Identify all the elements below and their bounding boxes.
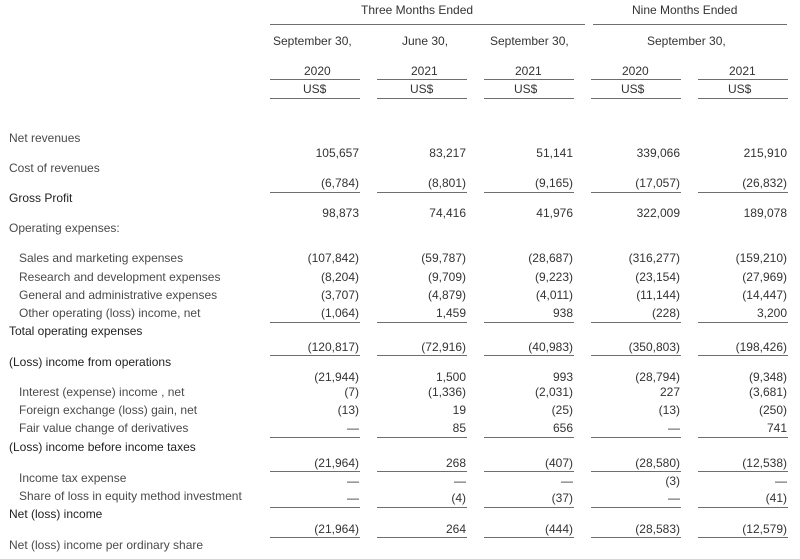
col1-date: September 30, [273,34,352,48]
cell-foreign-exchange-2: 19 [452,403,466,417]
rule-before-taxes-5 [698,437,788,438]
row-label-equity-method: Share of loss in equity method investment [19,489,242,503]
rule-after-before-taxes-1 [270,471,360,472]
cell-cost-of-revenues-3: (9,165) [534,176,573,190]
col2-year: 2021 [411,64,438,78]
cell-general-admin-1: (3,707) [320,288,359,302]
nine-months-rule [593,24,787,25]
cell-sales-marketing-5: (159,210) [735,251,787,265]
currency-rule-1 [270,98,360,99]
cell-research-development-3: (9,223) [534,270,573,284]
rule-total-opex-1 [270,322,360,323]
cell-fair-value-4: — [668,421,680,435]
cell-interest-4: 227 [659,385,680,399]
cell-income-tax-5: — [775,474,787,488]
col5-currency: US$ [728,82,752,96]
rule-before-taxes-4 [591,437,681,438]
currency-rule-5 [698,98,788,99]
rule-net-loss-4 [591,507,681,508]
row-label-loss-before-taxes: (Loss) income before income taxes [9,440,196,454]
cell-total-opex-2: (72,916) [421,340,466,354]
cell-net-loss-5: (12,579) [742,522,787,536]
cell-other-operating-1: (1,064) [320,306,359,320]
row-label-fair-value: Fair value change of derivatives [19,421,189,435]
row-label-net-loss: Net (loss) income [9,507,103,521]
rule-before-taxes-3 [484,437,574,438]
rule-net-loss-bottom-4 [591,537,681,538]
cell-foreign-exchange-5: (250) [758,403,787,417]
cell-fair-value-1: — [347,421,359,435]
cell-net-revenues-4: 339,066 [636,146,680,160]
cell-income-tax-1: — [347,474,359,488]
rule-net-loss-5 [698,507,788,508]
col4-currency: US$ [621,82,645,96]
row-label-research-development: Research and development expenses [19,270,221,284]
rule-total-opex-2 [377,322,467,323]
cell-operations-4: (28,794) [635,370,680,384]
rule-gross-profit-1 [270,192,360,193]
rule-operations-2 [377,355,467,356]
rule-net-loss-bottom-1 [270,537,360,538]
col2-date: June 30, [402,34,449,48]
cell-cost-of-revenues-4: (17,057) [635,176,680,190]
cell-total-opex-5: (198,426) [735,340,787,354]
currency-rule-4 [591,98,681,99]
cell-equity-method-3: (37) [551,491,573,505]
cell-net-revenues-3: 51,141 [536,146,573,160]
cell-foreign-exchange-1: (13) [337,403,359,417]
cell-gross-profit-2: 74,416 [429,206,466,220]
cell-research-development-1: (8,204) [320,270,359,284]
rule-total-opex-3 [484,322,574,323]
rule-net-loss-bottom-3 [484,537,574,538]
row-label-total-operating-expenses: Total operating expenses [9,324,143,338]
rule-before-taxes-2 [377,437,467,438]
rule-total-opex-5 [698,322,788,323]
row-label-sales-marketing: Sales and marketing expenses [19,251,184,265]
row-label-loss-from-operations: (Loss) income from operations [9,355,172,369]
rule-operations-5 [698,355,788,356]
row-label-gross-profit: Gross Profit [9,191,73,205]
cell-general-admin-5: (14,447) [742,288,787,302]
cell-fair-value-3: 656 [552,421,573,435]
cell-gross-profit-1: 98,873 [322,206,359,220]
cell-interest-3: (2,031) [534,385,573,399]
col3-year: 2021 [515,64,542,78]
cell-fair-value-2: 85 [452,421,466,435]
year-rule-4 [591,79,681,80]
cell-research-development-2: (9,709) [427,270,466,284]
col3-date: September 30, [490,34,569,48]
cell-sales-marketing-4: (316,277) [628,251,680,265]
cell-other-operating-2: 1,459 [435,306,466,320]
cell-general-admin-4: (11,144) [636,288,680,302]
nine-months-header: Nine Months Ended [632,3,738,17]
cell-sales-marketing-2: (59,787) [421,251,466,265]
col3-currency: US$ [514,82,538,96]
currency-rule-3 [484,98,574,99]
cell-before-taxes-5: (12,538) [742,456,787,470]
cell-net-revenues-5: 215,910 [743,146,787,160]
rule-operations-4 [591,355,681,356]
cell-interest-5: (3,681) [748,385,787,399]
rule-operations-1 [270,355,360,356]
cell-income-tax-3: — [561,474,573,488]
col1-year: 2020 [304,64,331,78]
rule-gross-profit-4 [591,192,681,193]
year-rule-3 [484,79,574,80]
cell-income-tax-4: (3) [665,474,680,488]
col4-year: 2020 [622,64,649,78]
year-rule-5 [698,79,788,80]
rule-gross-profit-2 [377,192,467,193]
cell-sales-marketing-1: (107,842) [307,251,359,265]
cell-cost-of-revenues-5: (26,832) [742,176,787,190]
cell-before-taxes-1: (21,964) [314,456,359,470]
cell-before-taxes-4: (28,580) [635,456,680,470]
rule-gross-profit-3 [484,192,574,193]
cell-interest-1: (7) [344,385,359,399]
cell-equity-method-2: (4) [451,491,466,505]
cell-fair-value-5: 741 [766,421,787,435]
row-label-cost-of-revenues: Cost of revenues [9,161,100,175]
cell-equity-method-5: (41) [765,491,787,505]
rule-net-loss-bottom-2 [377,537,467,538]
row-label-operating-expenses: Operating expenses: [9,221,120,235]
cell-before-taxes-3: (407) [544,456,573,470]
row-label-general-admin: General and administrative expenses [19,288,218,302]
year-rule-1 [270,79,360,80]
rule-after-before-taxes-3 [484,471,574,472]
cell-sales-marketing-3: (28,687) [528,251,573,265]
row-label-interest: Interest (expense) income , net [19,385,185,399]
cell-total-opex-1: (120,817) [307,340,359,354]
cell-general-admin-3: (4,011) [535,288,573,302]
cell-income-tax-2: — [454,474,466,488]
rule-after-before-taxes-5 [698,471,788,472]
cell-total-opex-4: (350,803) [628,340,680,354]
rule-gross-profit-5 [698,192,788,193]
cell-operations-1: (21,944) [314,370,359,384]
nine-months-date: September 30, [647,34,726,48]
rule-operations-3 [484,355,574,356]
cell-equity-method-1: — [347,491,359,505]
cell-gross-profit-5: 189,078 [743,206,787,220]
currency-rule-2 [377,98,467,99]
row-label-income-tax: Income tax expense [19,471,127,485]
cell-research-development-4: (23,154) [635,270,680,284]
col2-currency: US$ [410,82,434,96]
year-rule-2 [377,79,467,80]
cell-net-loss-1: (21,964) [314,522,359,536]
three-months-rule [270,24,585,25]
cell-net-revenues-2: 83,217 [429,146,466,160]
three-months-header: Three Months Ended [361,3,474,17]
cell-before-taxes-2: 268 [445,456,466,470]
rule-total-opex-4 [591,322,681,323]
cell-cost-of-revenues-1: (6,784) [320,176,359,190]
rule-net-loss-bottom-5 [698,537,788,538]
cell-net-loss-2: 264 [445,522,466,536]
rule-net-loss-2 [377,507,467,508]
cell-gross-profit-3: 41,976 [536,206,573,220]
cell-gross-profit-4: 322,009 [636,206,680,220]
row-label-net-loss-per-share: Net (loss) income per ordinary share [9,538,204,552]
cell-equity-method-4: — [668,491,680,505]
rule-after-before-taxes-4 [591,471,681,472]
cell-net-loss-4: (28,583) [635,522,680,536]
cell-cost-of-revenues-2: (8,801) [427,176,466,190]
cell-general-admin-2: (4,879) [427,288,466,302]
cell-net-revenues-1: 105,657 [315,146,359,160]
cell-foreign-exchange-4: (13) [658,403,680,417]
row-label-other-operating: Other operating (loss) income, net [19,306,201,320]
cell-foreign-exchange-3: (25) [551,403,573,417]
cell-other-operating-4: (228) [651,306,680,320]
cell-other-operating-5: 3,200 [756,306,787,320]
rule-net-loss-3 [484,507,574,508]
col5-year: 2021 [729,64,756,78]
cell-other-operating-3: 938 [552,306,573,320]
rule-after-before-taxes-2 [377,471,467,472]
cell-total-opex-3: (40,983) [528,340,573,354]
col1-currency: US$ [303,82,327,96]
cell-operations-3: 993 [552,370,573,384]
cell-interest-2: (1,336) [427,385,466,399]
row-label-net-revenues: Net revenues [9,131,81,145]
rule-net-loss-1 [270,507,360,508]
cell-operations-5: (9,348) [748,370,787,384]
cell-research-development-5: (27,969) [742,270,787,284]
rule-before-taxes-1 [270,437,360,438]
cell-operations-2: 1,500 [435,370,466,384]
row-label-foreign-exchange: Foreign exchange (loss) gain, net [19,403,198,417]
cell-net-loss-3: (444) [544,522,573,536]
